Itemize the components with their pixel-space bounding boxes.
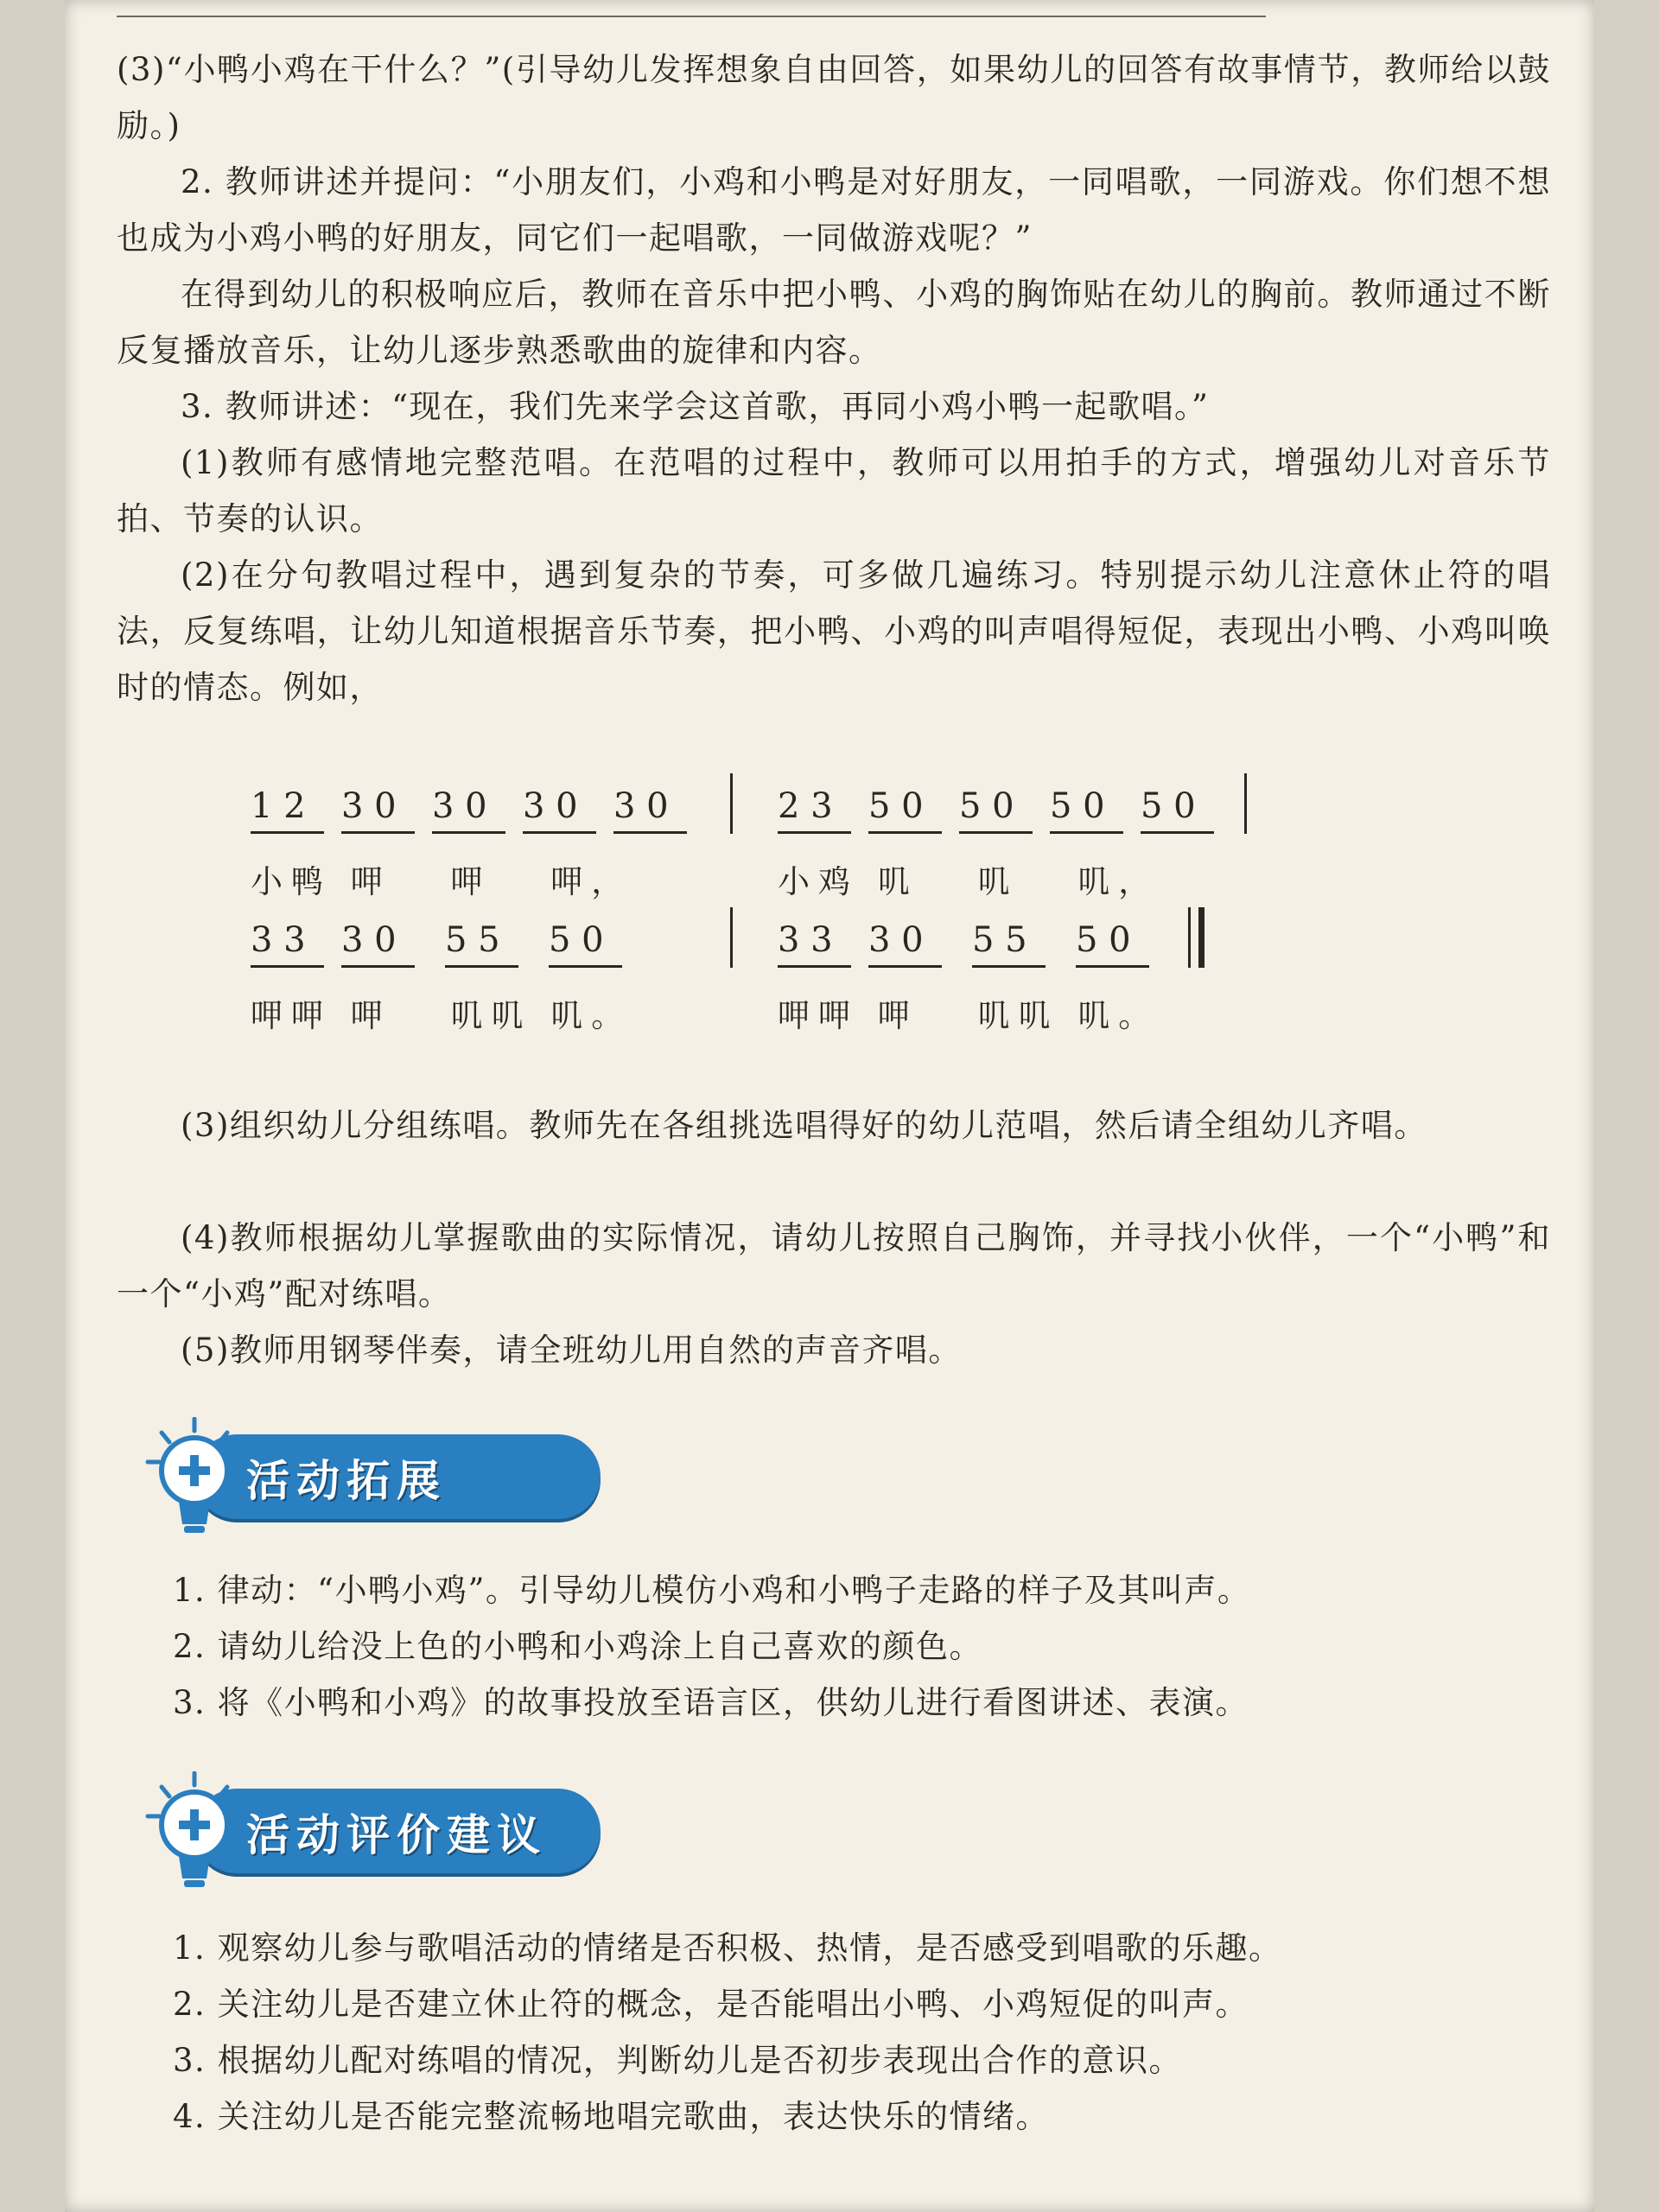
lightbulb-plus-icon	[143, 1417, 246, 1547]
beam-underline	[778, 965, 851, 968]
beam-underline	[432, 831, 505, 834]
paragraph-group-practice: (3)组织幼儿分组练唱。教师先在各组挑选唱得好的幼儿范唱，然后请全组幼儿齐唱。	[181, 1107, 1427, 1144]
beam-underline	[1076, 965, 1149, 968]
note-group: 5 0	[549, 920, 604, 960]
paragraph-pair-practice: (4)教师根据幼儿掌握歌曲的实际情况，请幼儿按照自己胸饰，并寻找小伙伴，一个“小鸭”和一个“小鸡”配对练唱。	[117, 1219, 1551, 1313]
lyrics-line: 呷呷 呷 叽叽 叽。	[251, 997, 632, 1034]
lightbulb-plus-icon	[143, 1771, 246, 1901]
note-group: 3 0	[341, 920, 397, 960]
beam-underline	[1050, 831, 1123, 834]
section-title-evaluation: 活动评价建议	[246, 1810, 547, 1860]
beam-underline	[341, 965, 415, 968]
beam-underline	[868, 831, 942, 834]
beam-underline	[251, 965, 324, 968]
note-group: 3 3	[778, 920, 833, 960]
note-group: 5 0	[1050, 786, 1105, 826]
book-page	[65, 0, 1594, 2212]
note-group: 3 3	[251, 920, 306, 960]
beam-underline	[341, 831, 415, 834]
section-title-extension: 活动拓展	[246, 1456, 447, 1506]
beam-underline	[1141, 831, 1214, 834]
section-header-evaluation	[99, 1771, 618, 1875]
note-group: 5 0	[959, 786, 1014, 826]
list-item: 3. 根据幼儿配对练唱的情况，判断幼儿是否初步表现出合作的意识。	[173, 2042, 1183, 2079]
note-group: 5 5	[972, 920, 1027, 960]
lyrics-line: 小鸭 呷 呷 呷，	[251, 863, 632, 900]
beam-underline	[778, 831, 851, 834]
paragraph-step2: 2. 教师讲述并提问：“小朋友们，小鸡和小鸭是对好朋友，一同唱歌，一同游戏。你们想不想也成为小鸡小鸭的好朋友，同它们一起唱歌，一同做游戏呢？”	[117, 163, 1551, 257]
section-header-extension	[99, 1417, 618, 1521]
extension-list	[173, 1562, 1555, 1731]
beam-underline	[613, 831, 687, 834]
paragraph-step3: 3. 教师讲述：“现在，我们先来学会这首歌，再同小鸡小鸭一起歌唱。”	[181, 388, 1210, 425]
note-group: 5 0	[1076, 920, 1131, 960]
list-item: 1. 律动：“小鸭小鸡”。引导幼儿模仿小鸡和小鸭子走路的样子及其叫声。	[173, 1572, 1251, 1609]
bar-line	[730, 907, 733, 968]
note-group: 5 5	[445, 920, 500, 960]
beam-underline	[972, 965, 1046, 968]
paragraph-piano: (5)教师用钢琴伴奏，请全班幼儿用自然的声音齐唱。	[181, 1332, 962, 1369]
note-group: 3 0	[432, 786, 487, 826]
note-group: 3 0	[868, 920, 924, 960]
beam-underline	[868, 965, 942, 968]
list-item: 1. 观察幼儿参与歌唱活动的情绪是否积极、热情，是否感受到唱歌的乐趣。	[173, 1929, 1282, 1967]
paragraph-model-singing: (1)教师有感情地完整范唱。在范唱的过程中，教师可以用拍手的方式，增强幼儿对音乐节拍、节奏的认识。	[117, 444, 1551, 537]
note-group: 3 0	[341, 786, 397, 826]
paragraph-phrase-teaching: (2)在分句教唱过程中，遇到复杂的节奏，可多做几遍练习。特别提示幼儿注意休止符的唱法，反复练唱，让幼儿知道根据音乐节奏，把小鸭、小鸡的叫声唱得短促，表现出小鸭、小鸡叫唤时的情态。例如，	[117, 556, 1551, 706]
note-group: 3 0	[613, 786, 669, 826]
beam-underline	[523, 831, 596, 834]
list-item: 3. 将《小鸭和小鸡》的故事投放至语言区，供幼儿进行看图讲述、表演。	[173, 1684, 1249, 1721]
bar-line	[1244, 773, 1247, 834]
list-item: 2. 关注幼儿是否建立休止符的概念，是否能唱出小鸭、小鸡短促的叫声。	[173, 1986, 1249, 2023]
list-item: 4. 关注幼儿是否能完整流畅地唱完歌曲，表达快乐的情绪。	[173, 2098, 1050, 2135]
bar-line	[730, 773, 733, 834]
final-bar-line	[1188, 907, 1191, 968]
note-group: 5 0	[868, 786, 924, 826]
note-group: 5 0	[1141, 786, 1196, 826]
final-bar-line-thick	[1198, 907, 1205, 968]
music-notation	[251, 769, 1287, 1054]
note-group: 1 2	[251, 786, 306, 826]
paragraph-response: 在得到幼儿的积极响应后，教师在音乐中把小鸭、小鸡的胸饰贴在幼儿的胸前。教师通过不断反复播放音乐，让幼儿逐步熟悉歌曲的旋律和内容。	[117, 276, 1551, 369]
paragraph-question: (3)“小鸭小鸡在干什么？”(引导幼儿发挥想象自由回答，如果幼儿的回答有故事情节，教师给以鼓励。)	[117, 51, 1551, 144]
beam-underline	[445, 965, 518, 968]
evaluation-list	[173, 1920, 1555, 2145]
beam-underline	[959, 831, 1033, 834]
note-group: 3 0	[523, 786, 578, 826]
beam-underline	[549, 965, 622, 968]
beam-underline	[251, 831, 324, 834]
note-group: 2 3	[778, 786, 833, 826]
list-item: 2. 请幼儿给没上色的小鸭和小鸡涂上自己喜欢的颜色。	[173, 1628, 983, 1665]
lyrics-line: 小鸡 叽 叽 叽，	[778, 863, 1160, 900]
lyrics-line: 呷呷 呷 叽叽 叽。	[778, 997, 1160, 1034]
header-rule	[117, 16, 1266, 17]
